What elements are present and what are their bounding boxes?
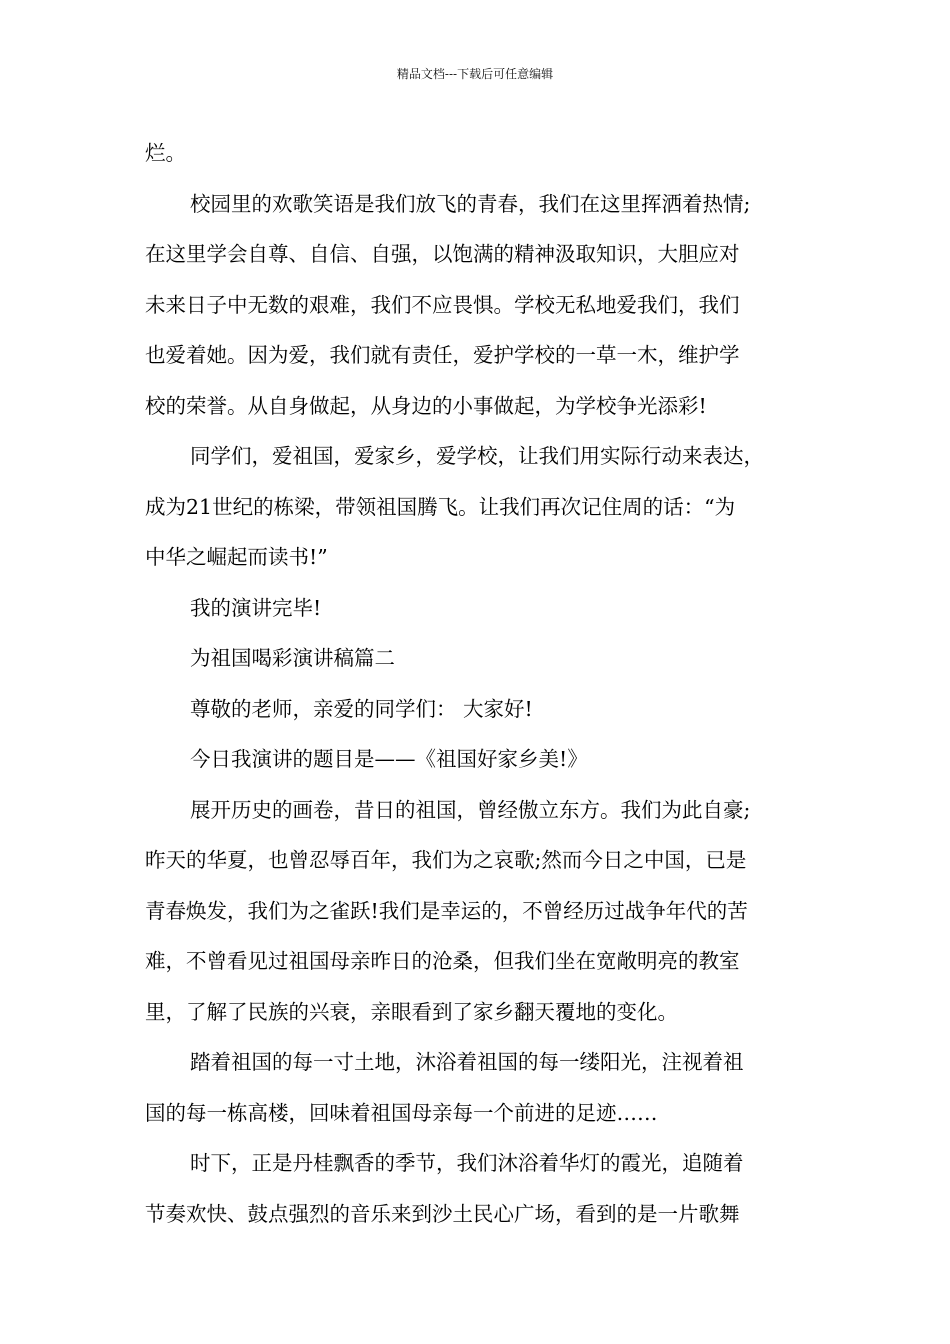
- text-line: 国的每一栋高楼，回味着祖国母亲每一个前进的足迹……: [145, 1100, 658, 1125]
- section-heading: 为祖国喝彩演讲稿篇二: [190, 646, 395, 670]
- text-line: 踏着祖国的每一寸土地，沐浴着祖国的每一缕阳光，注视着祖: [190, 1050, 744, 1074]
- text-line: 未来日子中无数的艰难，我们不应畏惧。学校无私地爱我们，我们: [145, 292, 740, 317]
- text-line: 校园里的欢歌笑语是我们放飞的青春，我们在这里挥洒着热情;: [190, 191, 751, 216]
- text-line: 成为21世纪的栋梁，带领祖国腾飞。让我们再次记住周的话：“为: [145, 494, 736, 519]
- text-line: 展开历史的画卷，昔日的祖国，曾经傲立东方。我们为此自豪;: [190, 797, 751, 822]
- text-line: 也爱着她。因为爱，我们就有责任，爱护学校的一草一木，维护学: [145, 343, 740, 367]
- text-line: 节奏欢快、鼓点强烈的音乐来到沙土民心广场，看到的是一片歌舞: [145, 1201, 740, 1226]
- text-line: 难，不曾看见过祖国母亲昨日的沧桑，但我们坐在宽敞明亮的教室: [145, 949, 740, 973]
- text-line: 昨天的华夏，也曾忍辱百年，我们为之哀歌;然而今日之中国，已是: [145, 848, 747, 872]
- text-line: 今日我演讲的题目是——《祖国好家乡美!》: [190, 747, 588, 771]
- greeting-line: 尊敬的老师，亲爱的同学们： 大家好!: [190, 696, 533, 721]
- text-line: 同学们，爱祖国，爱家乡，爱学校，让我们用实际行动来表达，: [190, 444, 764, 468]
- text-line: 烂。: [145, 141, 186, 165]
- page-header: 精品文档---下载后可任意编辑: [396, 67, 554, 81]
- text-line: 中华之崛起而读书!”: [145, 545, 328, 569]
- text-line: 里，了解了民族的兴衰，亲眼看到了家乡翻天覆地的变化。: [145, 999, 678, 1024]
- text-line: 我的演讲完毕!: [190, 595, 322, 620]
- text-line: 时下，正是丹桂飘香的季节，我们沐浴着华灯的霞光，追随着: [190, 1151, 744, 1175]
- text-line: 青春焕发，我们为之雀跃!我们是幸运的，不曾经历过战争年代的苦: [145, 898, 748, 923]
- document-body: [145, 128, 813, 1239]
- text-line: 在这里学会自尊、自信、自强，以饱满的精神汲取知识，大胆应对: [145, 242, 740, 266]
- text-line: 校的荣誉。从自身做起，从身边的小事做起，为学校争光添彩!: [145, 393, 707, 418]
